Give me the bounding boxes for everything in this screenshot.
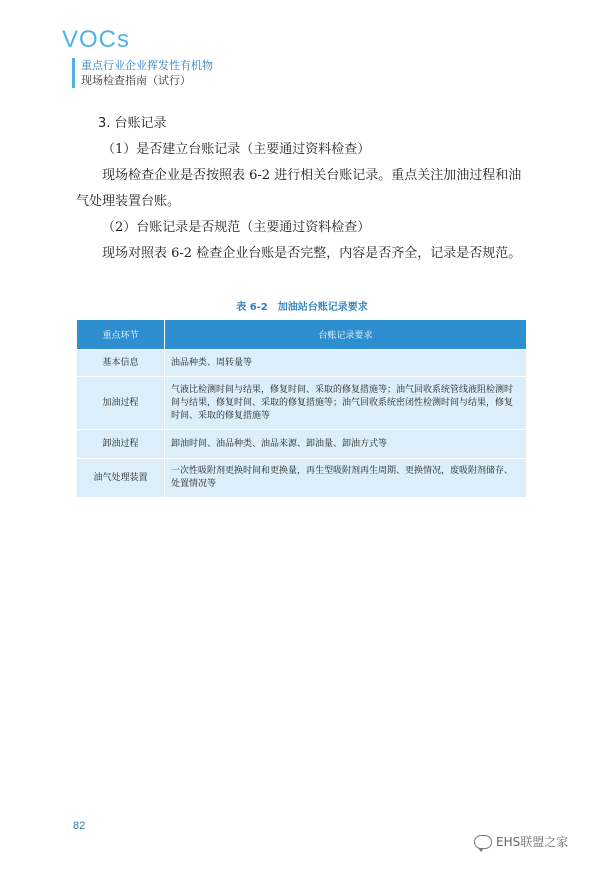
item1-title: （1）是否建立台账记录（主要通过资料检查） — [102, 142, 371, 157]
row-value: 气液比检测时间与结果，修复时间、采取的修复措施等；油气回收系统管线液阻检测时间与结果，修复时间、采取的修复措施等；油气回收系统密闭性检测时间与结果，修复时间、采取的修复措施等 — [165, 377, 527, 430]
row-value: 卸油时间、油品种类、油品来源、卸油量、卸油方式等 — [165, 430, 527, 459]
table-header-row — [77, 320, 527, 350]
row-key: 油气处理装置 — [77, 459, 165, 498]
table-row — [77, 377, 527, 430]
ledger-requirements-table — [76, 319, 527, 498]
watermark — [474, 833, 568, 850]
section-heading: 3. 台账记录 — [98, 116, 167, 131]
table-row — [77, 430, 527, 459]
column-header-requirement: 台账记录要求 — [165, 320, 527, 350]
row-key: 卸油过程 — [77, 430, 165, 459]
row-key: 基本信息 — [77, 350, 165, 377]
table-row — [77, 350, 527, 377]
brand-title: VOCs — [62, 26, 131, 53]
table-row — [77, 459, 527, 498]
column-header-key: 重点环节 — [77, 320, 165, 350]
page-header — [62, 28, 213, 88]
table-caption: 表 6-2 加油站台账记录要求 — [236, 302, 368, 313]
row-value: 油品种类、周转量等 — [165, 350, 527, 377]
chat-bubble-icon — [474, 835, 492, 849]
item1-body: 现场检查企业是否按照表 6-2 进行相关台账记录。重点关注加油过程和油气处理装置台账。 — [76, 168, 522, 209]
page-number: 82 — [73, 820, 86, 832]
header-subtitle-line2: 现场检查指南（试行） — [81, 74, 191, 87]
row-value: 一次性吸附剂更换时间和更换量，再生型吸附剂再生周期、更换情况，废吸附剂储存、处置情况等 — [165, 459, 527, 498]
body-text — [76, 111, 530, 267]
item2-body: 现场对照表 6-2 检查企业台账是否完整，内容是否齐全，记录是否规范。 — [102, 246, 522, 261]
row-key: 加油过程 — [77, 377, 165, 430]
watermark-text: EHS联盟之家 — [496, 835, 569, 849]
header-subtitle-line1: 重点行业企业挥发性有机物 — [81, 59, 213, 72]
item2-title: （2）台账记录是否规范（主要通过资料检查） — [102, 220, 371, 235]
header-subtitle — [72, 58, 213, 88]
